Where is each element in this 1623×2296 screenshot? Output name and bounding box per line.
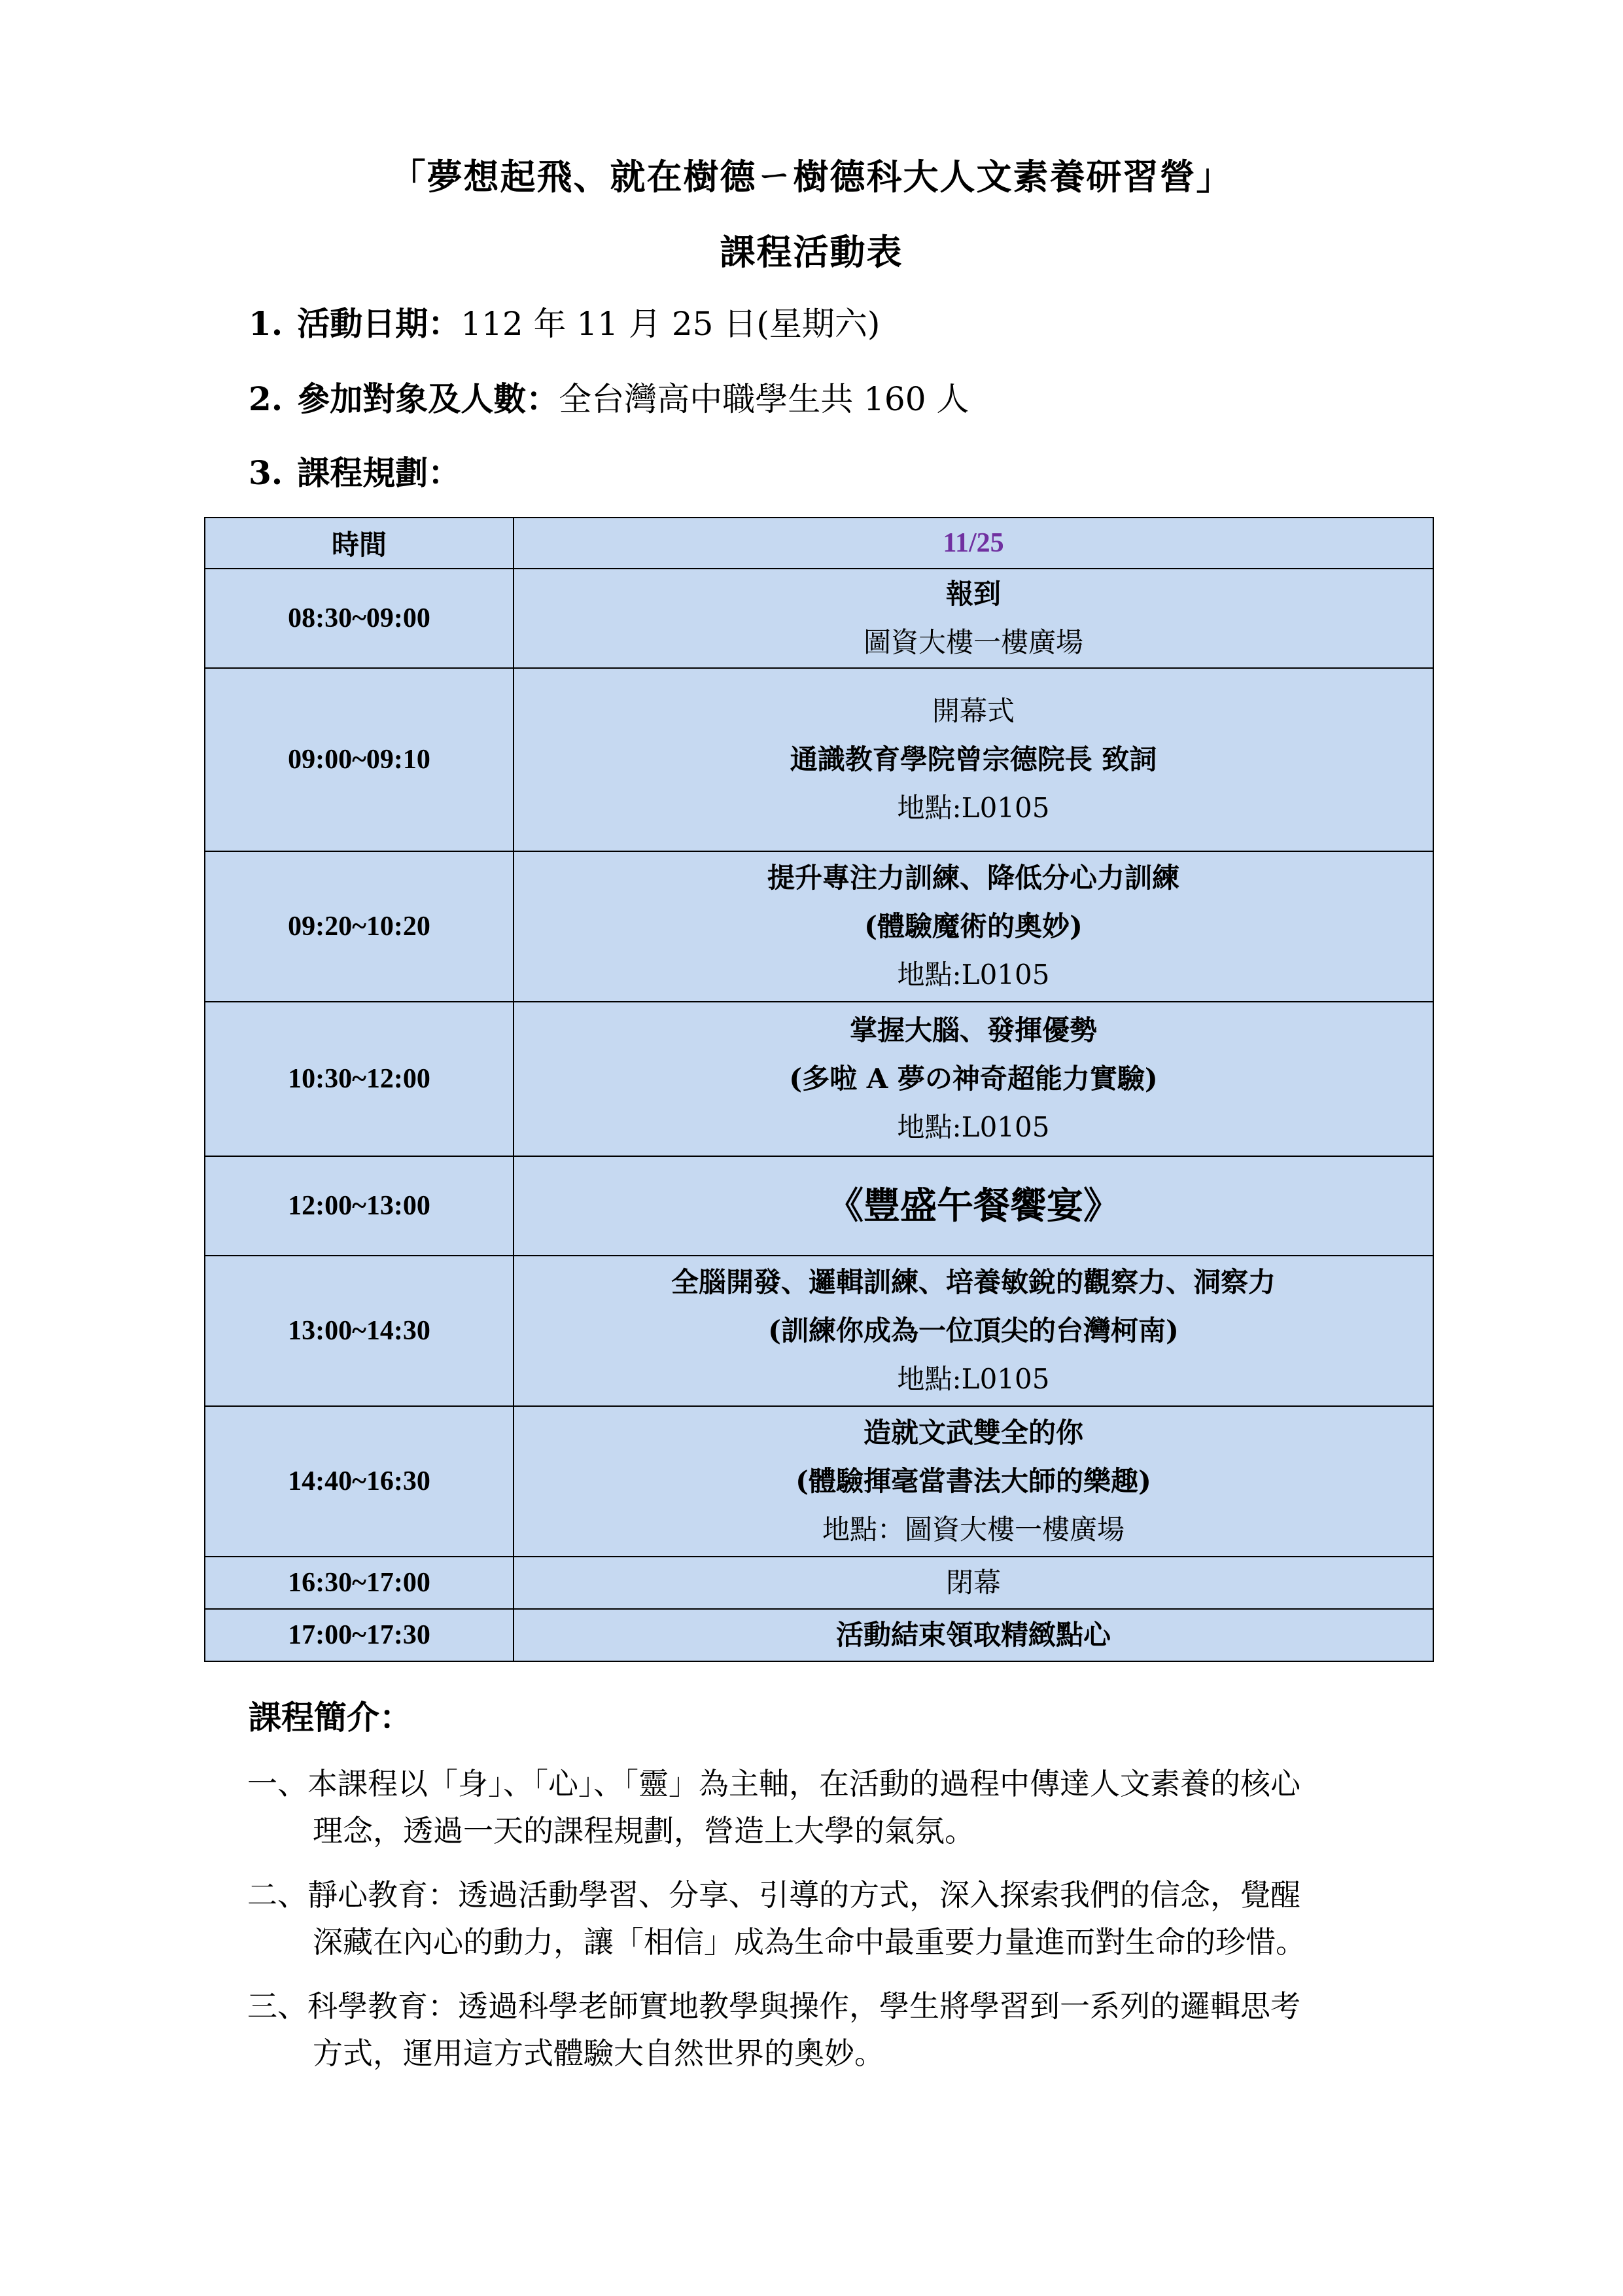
intro-paragraph bbox=[247, 1871, 1399, 1966]
info-number: 2. bbox=[249, 380, 283, 418]
table-row bbox=[205, 668, 1433, 851]
activity-cell bbox=[514, 1256, 1433, 1406]
activity-line: 地點:L0105 bbox=[897, 792, 1050, 824]
activity-line: 地點:L0105 bbox=[897, 1363, 1050, 1395]
time-cell: 12:00~13:00 bbox=[205, 1156, 514, 1256]
activity-cell bbox=[514, 668, 1433, 851]
info-item-participants bbox=[249, 373, 969, 420]
activity-line: 《豐盛午餐饗宴》 bbox=[827, 1184, 1120, 1227]
intro-paragraph bbox=[247, 1760, 1399, 1854]
time-cell: 17:00~17:30 bbox=[205, 1609, 514, 1661]
activity-cell bbox=[514, 569, 1433, 668]
schedule-table bbox=[204, 517, 1434, 1662]
activity-cell bbox=[514, 1002, 1433, 1156]
paragraph-line: 方式，運用這方式體驗大自然世界的奧妙。 bbox=[313, 2036, 884, 2071]
activity-cell bbox=[514, 851, 1433, 1002]
time-cell: 14:40~16:30 bbox=[205, 1406, 514, 1557]
table-row bbox=[205, 1156, 1433, 1256]
info-label: 課程規劃： bbox=[297, 453, 461, 492]
document-title: 「夢想起飛、就在樹德ㄧ樹德科大人文素養研習營」 bbox=[390, 156, 1233, 198]
paragraph-line: 三、科學教育：透過科學老師實地教學與操作，學生將學習到一系列的邏輯思考 bbox=[247, 1988, 1300, 2024]
time-cell: 08:30~09:00 bbox=[205, 569, 514, 668]
activity-cell bbox=[514, 1156, 1433, 1256]
activity-line: 通識教育學院曾宗德院長 致詞 bbox=[790, 743, 1157, 775]
activity-line: 報到 bbox=[945, 578, 1001, 610]
info-value: 112 年 11 月 25 日(星期六) bbox=[461, 305, 881, 343]
activity-line: (訓練你成為一位頂尖的台灣柯南) bbox=[768, 1315, 1179, 1347]
paragraph-line: 深藏在內心的動力，讓「相信」成為生命中最重要力量進而對生命的珍惜。 bbox=[313, 1924, 1306, 1960]
activity-line: 造就文武雙全的你 bbox=[863, 1417, 1083, 1449]
time-cell: 09:00~09:10 bbox=[205, 668, 514, 851]
header-date: 11/25 bbox=[514, 518, 1433, 569]
activity-line: (多啦 A 夢の神奇超能力實驗) bbox=[789, 1063, 1158, 1095]
time-cell: 13:00~14:30 bbox=[205, 1256, 514, 1406]
activity-line: 開幕式 bbox=[932, 695, 1015, 727]
activity-cell bbox=[514, 1557, 1433, 1609]
activity-line: (體驗揮毫當書法大師的樂趣) bbox=[795, 1465, 1151, 1497]
paragraph-line: 理念，透過一天的課程規劃，營造上大學的氣氛。 bbox=[313, 1813, 975, 1848]
table-row bbox=[205, 851, 1433, 1002]
header-time: 時間 bbox=[205, 518, 514, 569]
info-label: 活動日期： bbox=[297, 304, 461, 343]
activity-line: 活動結束領取精緻點心 bbox=[835, 1619, 1111, 1651]
activity-cell bbox=[514, 1609, 1433, 1661]
table-row bbox=[205, 569, 1433, 668]
table-row bbox=[205, 1406, 1433, 1557]
info-number: 1. bbox=[249, 304, 283, 343]
activity-line: (體驗魔術的奧妙) bbox=[864, 910, 1083, 942]
table-row bbox=[205, 1002, 1433, 1156]
info-label: 參加對象及人數： bbox=[297, 380, 559, 418]
activity-line: 全腦開發、邏輯訓練、培養敏銳的觀察力、洞察力 bbox=[671, 1266, 1276, 1298]
paragraph-line: 二、靜心教育：透過活動學習、分享、引導的方式，深入探索我們的信念，覺醒 bbox=[247, 1877, 1300, 1913]
activity-line: 提升專注力訓練、降低分心力訓練 bbox=[767, 862, 1179, 894]
intro-title: 課程簡介： bbox=[249, 1698, 412, 1737]
info-number: 3. bbox=[249, 453, 283, 492]
table-row bbox=[205, 1557, 1433, 1609]
time-cell: 16:30~17:00 bbox=[205, 1557, 514, 1609]
activity-line: 掌握大腦、發揮優勢 bbox=[849, 1014, 1097, 1046]
table-header-row bbox=[205, 518, 1433, 569]
intro-paragraph bbox=[247, 1983, 1399, 2077]
time-cell: 09:20~10:20 bbox=[205, 851, 514, 1002]
activity-line: 閉幕 bbox=[945, 1566, 1001, 1598]
info-value: 全台灣高中職學生共 160 人 bbox=[559, 380, 969, 418]
document-subtitle: 課程活動表 bbox=[720, 231, 903, 273]
activity-line: 地點:L0105 bbox=[897, 1111, 1050, 1143]
table-row bbox=[205, 1609, 1433, 1661]
time-cell: 10:30~12:00 bbox=[205, 1002, 514, 1156]
info-item-date bbox=[249, 298, 880, 345]
paragraph-line: 一、本課程以「身」、「心」、「靈」為主軸，在活動的過程中傳達人文素養的核心 bbox=[247, 1766, 1300, 1801]
table-row bbox=[205, 1256, 1433, 1406]
activity-line: 地點:L0105 bbox=[897, 959, 1050, 991]
activity-line: 地點：圖資大樓一樓廣場 bbox=[822, 1513, 1125, 1545]
activity-line: 圖資大樓一樓廣場 bbox=[863, 626, 1083, 658]
info-item-plan bbox=[249, 447, 461, 494]
activity-cell bbox=[514, 1406, 1433, 1557]
